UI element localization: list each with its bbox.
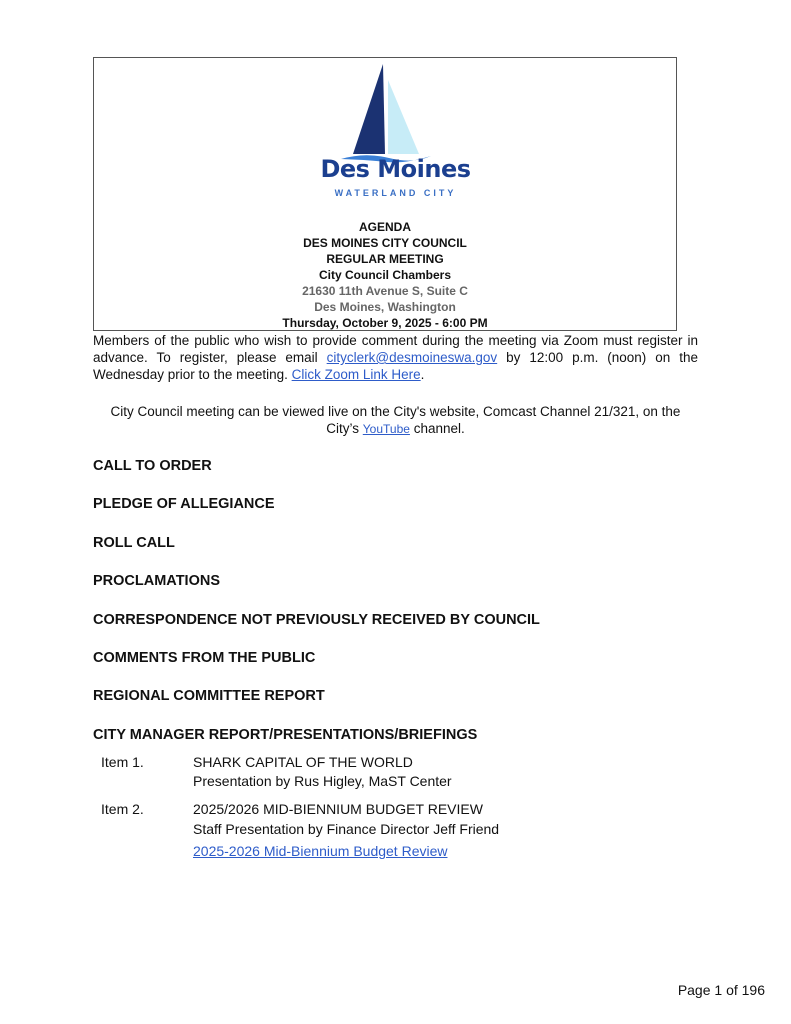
budget-review-link[interactable]: 2025-2026 Mid-Biennium Budget Review [193, 843, 448, 859]
section-proclamations: PROCLAMATIONS [93, 573, 221, 589]
zoom-link[interactable]: Click Zoom Link Here [291, 367, 421, 382]
public-comment-text-3: . [420, 367, 425, 382]
viewing-text-2: channel. [409, 421, 465, 436]
sail-dark-icon [353, 64, 385, 154]
clerk-email-link[interactable]: cityclerk@desmoineswa.gov [326, 350, 498, 365]
section-regional-committee-report: REGIONAL COMMITTEE REPORT [93, 688, 325, 704]
header-meeting-type: REGULAR MEETING [326, 252, 444, 266]
public-comment-text-1: Members of the public who wish to provide comment during the meeting via Zoom must register in advance. To register, please email [93, 333, 698, 365]
section-roll-call: ROLL CALL [93, 535, 175, 551]
header-date: Thursday, October 9, 2025 - 6:00 PM [282, 316, 488, 330]
logo-tagline: WATERLAND CITY [334, 188, 457, 198]
item-1-subtitle: Presentation by Rus Higley, MaST Center [193, 773, 452, 789]
item-1-title: SHARK CAPITAL OF THE WORLD [193, 754, 413, 770]
public-comment-text-2: by 12:00 p.m. (noon) on the Wednesday prior to the meeting. [93, 350, 698, 382]
section-call-to-order: CALL TO ORDER [93, 458, 212, 474]
logo-name: Des Moines [320, 155, 471, 183]
header-council: DES MOINES CITY COUNCIL [303, 236, 467, 250]
youtube-link[interactable]: YouTube [362, 422, 410, 436]
item-2-title: 2025/2026 MID-BIENNIUM BUDGET REVIEW [193, 801, 483, 817]
viewing-text-1: City Council meeting can be viewed live on the City's website, Comcast Channel 21/321, on the City’s [110, 404, 681, 436]
header-address: 21630 11th Avenue S, Suite C [302, 284, 468, 298]
page-number: Page 1 of 196 [677, 982, 765, 998]
header-venue: City Council Chambers [318, 268, 452, 282]
section-city-manager-report: CITY MANAGER REPORT/PRESENTATIONS/BRIEFINGS [93, 727, 478, 743]
item-2-label: Item 2. [101, 801, 144, 817]
header-agenda: AGENDA [358, 220, 411, 234]
item-2-budget-review-link-row [193, 843, 447, 859]
viewing-paragraph [93, 403, 698, 438]
item-1-label: Item 1. [101, 754, 144, 770]
section-correspondence: CORRESPONDENCE NOT PREVIOUSLY RECEIVED BY COUNCIL [93, 612, 540, 628]
header-city: Des Moines, Washington [314, 300, 456, 314]
sail-light-icon [388, 80, 419, 154]
section-comments-from-public: COMMENTS FROM THE PUBLIC [93, 650, 316, 666]
item-2-subtitle: Staff Presentation by Finance Director Jeff Friend [193, 821, 500, 837]
public-comment-paragraph [93, 332, 698, 383]
section-pledge-of-allegiance: PLEDGE OF ALLEGIANCE [93, 496, 275, 512]
